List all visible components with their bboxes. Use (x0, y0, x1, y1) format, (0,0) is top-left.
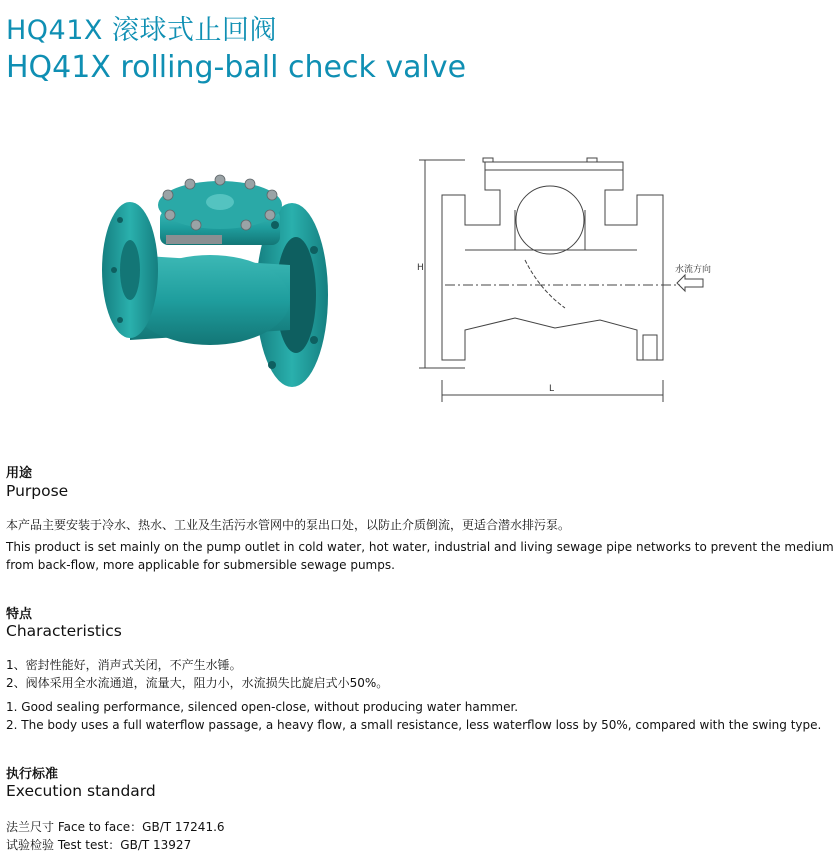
valve-drawing (405, 150, 712, 410)
characteristics-heading-en: Characteristics (6, 622, 122, 640)
flow-direction-label: 水流方向 (675, 265, 712, 275)
characteristics-cn-1: 1、密封性能好，消声式关闭，不产生水锤。 (6, 658, 242, 672)
characteristics-heading-cn: 特点 (6, 607, 33, 622)
dimension-h-label: H (417, 263, 424, 273)
page-title-cn: HQ41X 滚球式止回阀 (6, 15, 277, 46)
standard-heading-en: Execution standard (6, 782, 156, 800)
standard-line-2: 试验检验 Test test：GB/T 13927 (6, 838, 192, 852)
valve-photo (100, 170, 335, 390)
characteristics-en-1: 1. Good sealing performance, silenced open-close, without producing water hammer. (6, 700, 519, 714)
characteristics-en-2: 2. The body uses a full waterflow passage, a heavy flow, a small resistance, less waterflow loss by 50%, compared with the swing type. (6, 718, 822, 732)
characteristics-cn-2: 2、阀体采用全水流通道，流量大，阻力小，水流损失比旋启式小50%。 (6, 676, 389, 690)
purpose-text-en-1: This product is set mainly on the pump outlet in cold water, hot water, industrial and living sewage pipe networks to prevent the medium (6, 540, 834, 554)
purpose-text-en-2: from back-flow, more applicable for submersible sewage pumps. (6, 558, 395, 572)
purpose-heading-en: Purpose (6, 482, 69, 500)
purpose-text-cn: 本产品主要安装于冷水、热水、工业及生活污水管网中的泵出口处，以防止介质倒流，更适合潜水排污泵。 (6, 518, 571, 532)
dimension-l-label: L (549, 384, 555, 394)
standard-heading-cn: 执行标准 (6, 767, 59, 782)
purpose-heading-cn: 用途 (6, 466, 33, 481)
standard-line-1: 法兰尺寸 Face to face：GB/T 17241.6 (6, 820, 225, 834)
page-title-en: HQ41X rolling-ball check valve (6, 50, 467, 85)
